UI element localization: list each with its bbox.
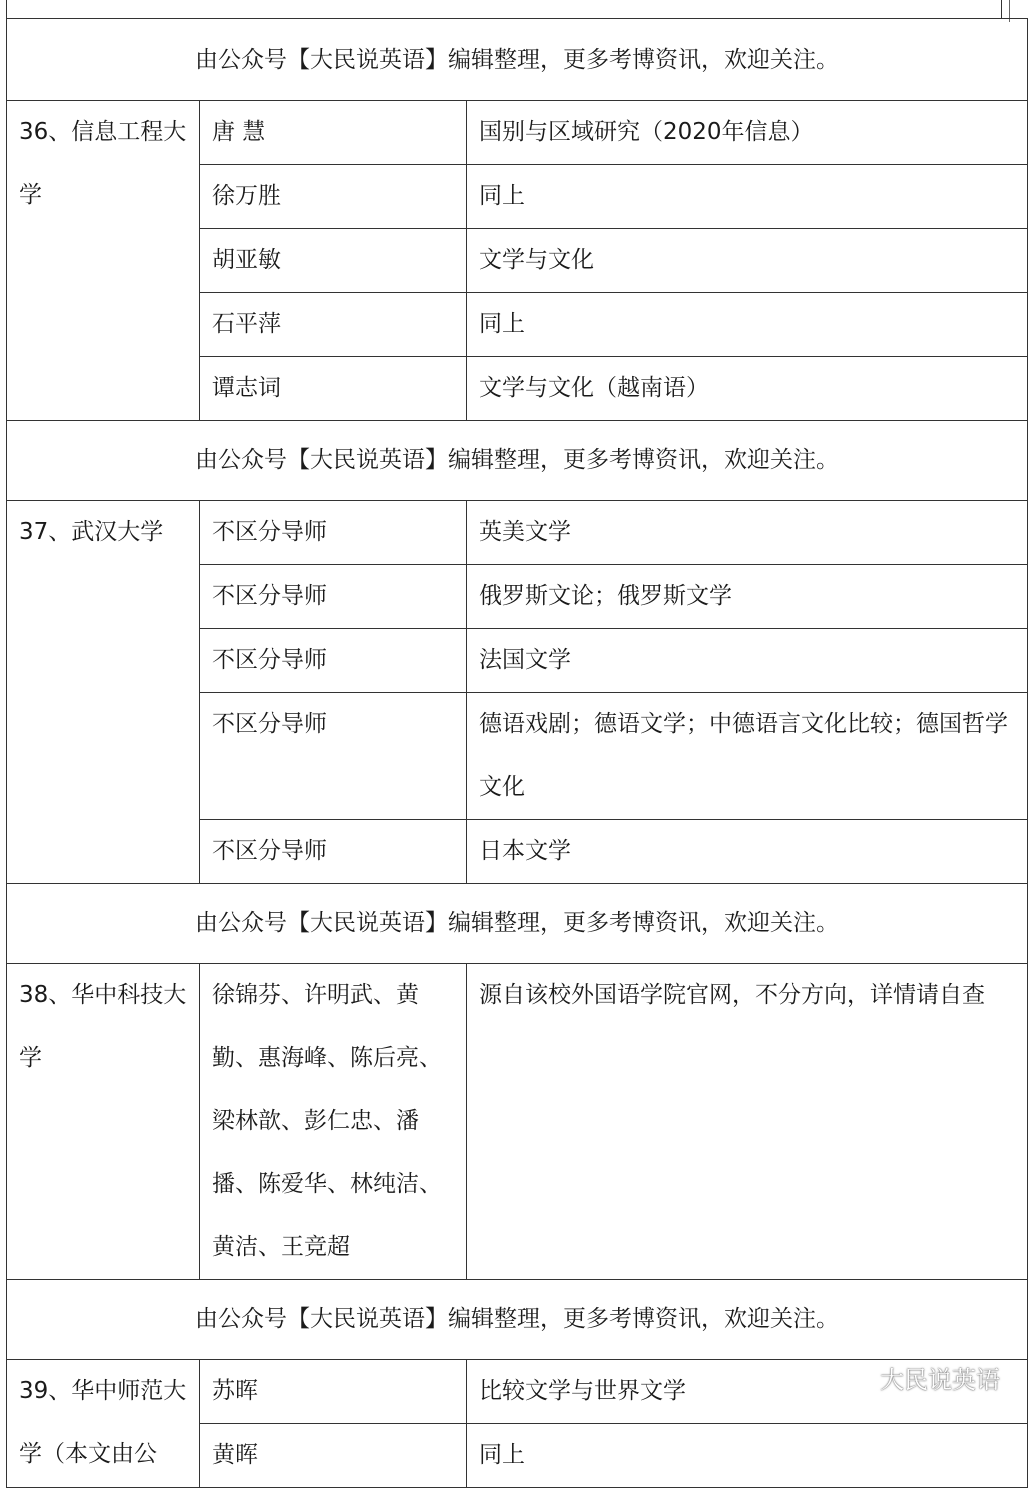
direction-cell: 同上 [467, 1424, 1028, 1488]
direction-cell: 国别与区域研究（2020年信息） [467, 101, 1028, 165]
table-border [1001, 0, 1002, 18]
school-name: 38、华中科技大学 [7, 964, 200, 1280]
school-name: 37、武汉大学 [7, 501, 200, 884]
advisor-cell: 唐 慧 [200, 101, 467, 165]
advisor-cell: 谭志词 [200, 357, 467, 421]
wechat-icon [842, 1363, 872, 1391]
advisor-cell: 徐锦芬、许明武、黄勤、惠海峰、陈后亮、梁林歆、彭仁忠、潘播、陈爱华、林纯洁、黄洁、王竞超 [200, 964, 467, 1280]
advisor-cell: 苏晖 [200, 1360, 467, 1424]
direction-cell: 比较文学与世界文学 [467, 1360, 1028, 1424]
advisor-table [6, 18, 1028, 1488]
watermark [842, 1360, 1000, 1394]
direction-cell: 文学与文化（越南语） [467, 357, 1028, 421]
direction-cell: 日本文学 [467, 820, 1028, 884]
school-name: 39、华中师范大学（本文由公 [7, 1360, 200, 1488]
table-border [6, 0, 7, 18]
advisor-cell: 不区分导师 [200, 501, 467, 565]
direction-cell: 文学与文化 [467, 229, 1028, 293]
advisor-cell: 不区分导师 [200, 820, 467, 884]
notice-row: 由公众号【大民说英语】编辑整理，更多考博资讯，欢迎关注。 [7, 421, 1028, 501]
direction-cell: 法国文学 [467, 629, 1028, 693]
direction-cell: 德语戏剧；德语文学；中德语言文化比较；德国哲学文化 [467, 693, 1028, 820]
notice-row: 由公众号【大民说英语】编辑整理，更多考博资讯，欢迎关注。 [7, 19, 1028, 101]
advisor-cell: 不区分导师 [200, 565, 467, 629]
direction-cell: 俄罗斯文论；俄罗斯文学 [467, 565, 1028, 629]
advisor-cell: 不区分导师 [200, 693, 467, 820]
notice-row: 由公众号【大民说英语】编辑整理，更多考博资讯，欢迎关注。 [7, 1280, 1028, 1360]
advisor-cell: 黄晖 [200, 1424, 467, 1488]
school-name: 36、信息工程大学 [7, 101, 200, 421]
advisor-cell: 石平萍 [200, 293, 467, 357]
notice-row: 由公众号【大民说英语】编辑整理，更多考博资讯，欢迎关注。 [7, 884, 1028, 964]
advisor-cell: 不区分导师 [200, 629, 467, 693]
watermark-text: 大民说英语 [880, 1365, 1000, 1394]
advisor-cell: 胡亚敏 [200, 229, 467, 293]
direction-cell: 英美文学 [467, 501, 1028, 565]
direction-cell: 同上 [467, 165, 1028, 229]
advisor-cell: 徐万胜 [200, 165, 467, 229]
direction-cell: 源自该校外国语学院官网，不分方向，详情请自查 [467, 964, 1028, 1280]
direction-cell: 同上 [467, 293, 1028, 357]
